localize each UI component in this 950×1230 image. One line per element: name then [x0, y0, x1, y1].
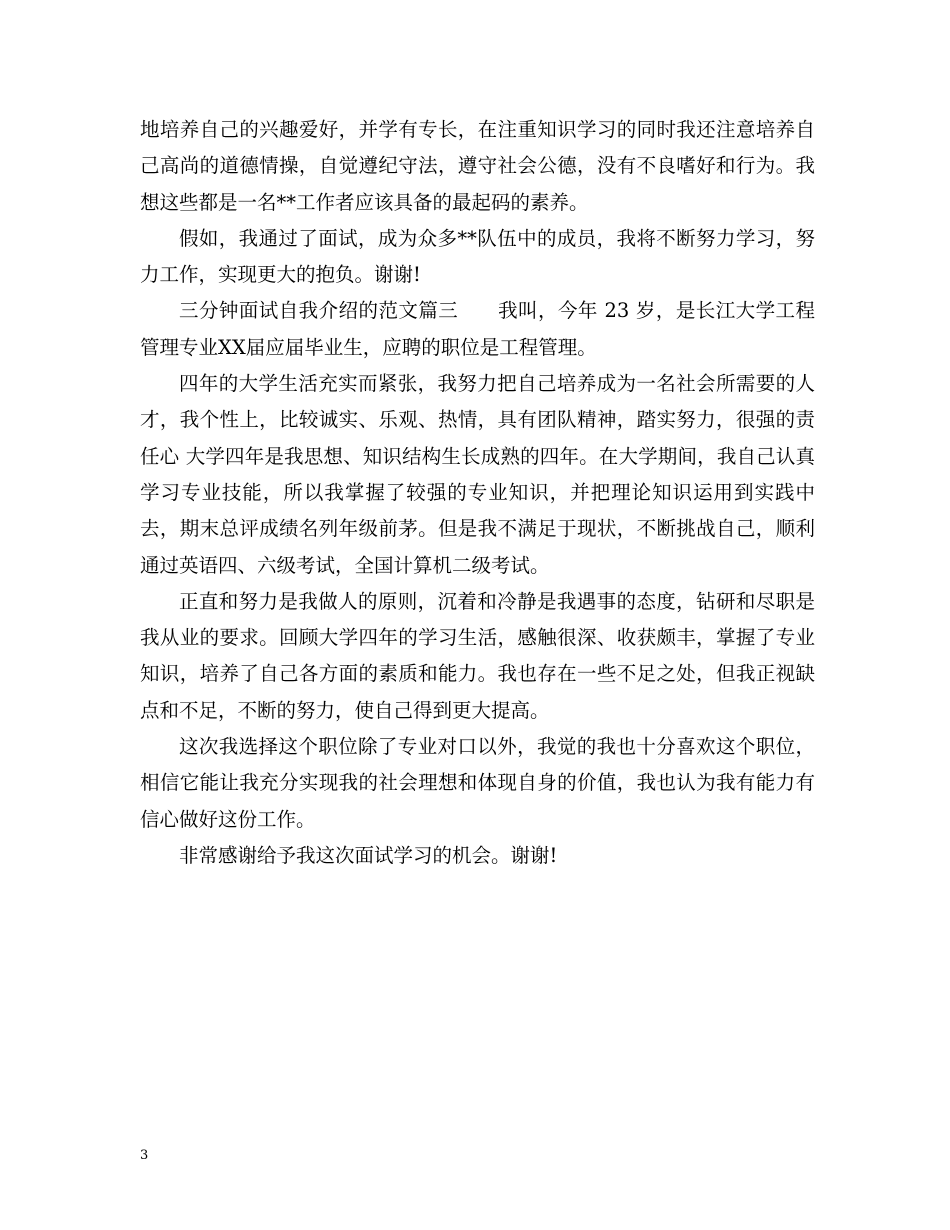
paragraph: 非常感谢给予我这次面试学习的机会。谢谢! [179, 843, 558, 867]
paragraph: 正直和努力是我做人的原则，沉着和冷静是我遇事的态度，钻研和尽职是我从业的要求。回顾大学四年的学习生活，感触很深、收获颇丰，掌握了专业知识，培养了自己各方面的素质和能力。我也存在一些不足之处，但我正视缺点和不足，不断的努力，使自己得到更大提高。 [140, 589, 815, 722]
paragraph: 地培养自己的兴趣爱好，并学有专长，在注重知识学习的同时我还注意培养自己高尚的道德情操，自觉遵纪守法，遵守社会公德，没有不良嗜好和行为。我想这些都是一名**工作者应该具备的最起码的素养。 [140, 118, 815, 214]
paragraph: 三分钟面试自我介绍的范文篇三 我叫，今年 23 岁，是长江大学工程管理专业XX届应届毕业生，应聘的职位是工程管理。 [140, 299, 815, 359]
paragraph: 四年的大学生活充实而紧张，我努力把自己培养成为一名社会所需要的人才，我个性上，比较诚实、乐观、热情，具有团队精神，踏实努力，很强的责任心 大学四年是我思想、知识结构生长成熟的四年。在大学期间，我自己认真学习专业技能，所以我掌握了较强的专业知识，并把理论知识运用到实践中去，期末总评成绩名列年级前茅。但是我不满足于现状，不断挑战自己，顺利通过英语四、六级考试，全国计算机二级考试。 [140, 372, 815, 577]
body-text [140, 112, 815, 874]
paragraph: 这次我选择这个职位除了专业对口以外，我觉的我也十分喜欢这个职位，相信它能让我充分实现我的社会理想和体现自身的价值，我也认为我有能力有信心做好这份工作。 [140, 735, 815, 831]
page-number: 3 [140, 1148, 149, 1163]
paragraph: 假如，我通过了面试，成为众多**队伍中的成员，我将不断努力学习，努力工作，实现更大的抱负。谢谢! [140, 226, 815, 287]
